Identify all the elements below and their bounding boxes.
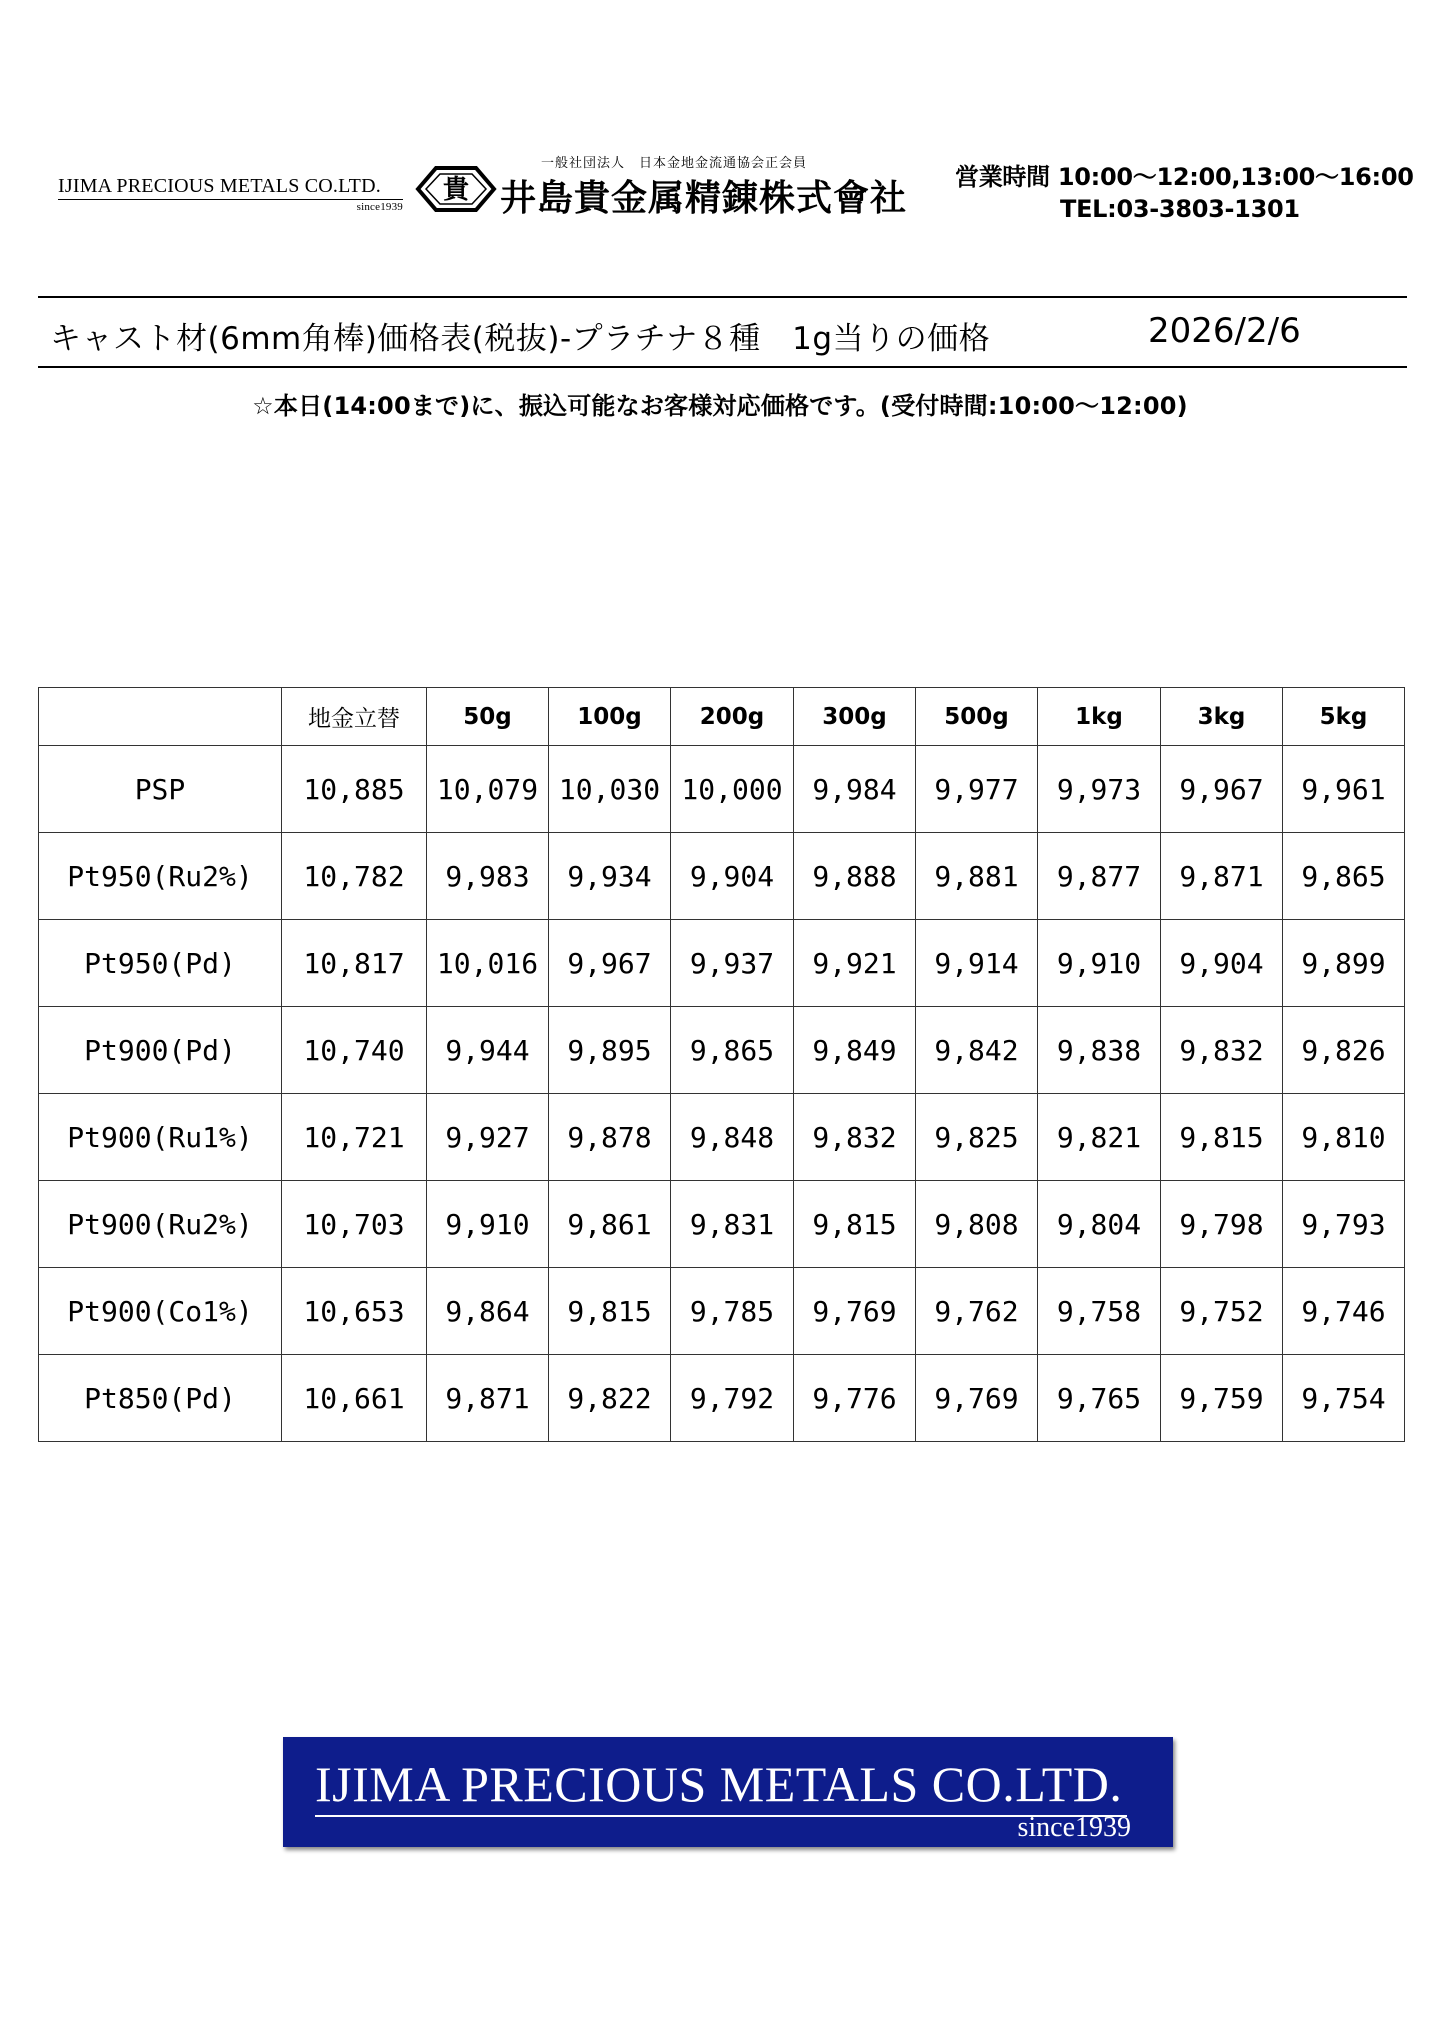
price-cell: 9,793	[1283, 1181, 1405, 1268]
price-cell: 9,776	[794, 1355, 916, 1442]
price-cell: 9,871	[427, 1355, 549, 1442]
divider-bottom	[38, 366, 1407, 368]
price-cell: 9,826	[1283, 1007, 1405, 1094]
price-cell: 9,967	[549, 920, 671, 1007]
alloy-name-cell: Pt950(Ru2%)	[39, 833, 282, 920]
alloy-name-cell: Pt900(Co1%)	[39, 1268, 282, 1355]
table-row	[39, 1007, 1405, 1094]
price-cell: 9,785	[671, 1268, 794, 1355]
price-cell: 9,825	[916, 1094, 1038, 1181]
column-header: 500g	[916, 688, 1038, 746]
price-cell: 9,910	[1038, 920, 1161, 1007]
price-cell: 9,762	[916, 1268, 1038, 1355]
price-cell: 9,888	[794, 833, 916, 920]
price-cell: 10,817	[282, 920, 427, 1007]
divider-top	[38, 296, 1407, 298]
price-cell: 9,899	[1283, 920, 1405, 1007]
price-cell: 10,653	[282, 1268, 427, 1355]
price-cell: 9,881	[916, 833, 1038, 920]
column-header: 1kg	[1038, 688, 1161, 746]
column-header	[39, 688, 282, 746]
notice-text: ☆本日(14:00まで)に、振込可能なお客様対応価格です。(受付時間:10:00～12:00)	[252, 392, 1188, 420]
price-cell: 9,815	[1161, 1094, 1283, 1181]
price-cell: 9,937	[671, 920, 794, 1007]
price-cell: 9,759	[1161, 1355, 1283, 1442]
price-cell: 9,961	[1283, 746, 1405, 833]
footer-brand-name: IJIMA PRECIOUS METALS CO.LTD.	[315, 1756, 1123, 1812]
price-cell: 9,765	[1038, 1355, 1161, 1442]
price-cell: 9,878	[549, 1094, 671, 1181]
price-cell: 9,927	[427, 1094, 549, 1181]
table-row	[39, 833, 1405, 920]
column-header: 地金立替	[282, 688, 427, 746]
table-row	[39, 746, 1405, 833]
price-cell: 9,769	[794, 1268, 916, 1355]
brand-name: IJIMA PRECIOUS METALS CO.LTD.	[58, 175, 403, 200]
price-cell: 9,804	[1038, 1181, 1161, 1268]
alloy-name-cell: Pt850(Pd)	[39, 1355, 282, 1442]
price-cell: 10,079	[427, 746, 549, 833]
alloy-name-cell: Pt950(Pd)	[39, 920, 282, 1007]
price-cell: 9,842	[916, 1007, 1038, 1094]
price-cell: 9,904	[1161, 920, 1283, 1007]
price-cell: 9,865	[671, 1007, 794, 1094]
price-cell: 9,977	[916, 746, 1038, 833]
price-cell: 9,910	[427, 1181, 549, 1268]
price-cell: 9,864	[427, 1268, 549, 1355]
price-cell: 9,914	[916, 920, 1038, 1007]
price-cell: 9,810	[1283, 1094, 1405, 1181]
price-cell: 9,832	[794, 1094, 916, 1181]
table-header-row	[39, 688, 1405, 746]
price-cell: 9,983	[427, 833, 549, 920]
price-cell: 10,661	[282, 1355, 427, 1442]
price-cell: 9,746	[1283, 1268, 1405, 1355]
price-cell: 9,769	[916, 1355, 1038, 1442]
column-header: 200g	[671, 688, 794, 746]
price-cell: 9,838	[1038, 1007, 1161, 1094]
price-cell: 9,877	[1038, 833, 1161, 920]
table-row	[39, 1268, 1405, 1355]
price-cell: 9,865	[1283, 833, 1405, 920]
price-cell: 9,871	[1161, 833, 1283, 920]
price-cell: 9,758	[1038, 1268, 1161, 1355]
column-header: 100g	[549, 688, 671, 746]
table-body	[39, 746, 1405, 1442]
alloy-name-cell: Pt900(Ru2%)	[39, 1181, 282, 1268]
footer-since: since1939	[1017, 1812, 1131, 1843]
company-name-jp: 井島貴金属精錬株式會社	[500, 177, 908, 219]
price-cell: 9,815	[549, 1268, 671, 1355]
price-cell: 9,815	[794, 1181, 916, 1268]
price-cell: 10,016	[427, 920, 549, 1007]
telephone: TEL:03-3803-1301	[1060, 195, 1300, 223]
brand-logo-text	[58, 175, 403, 213]
document-date: 2026/2/6	[1148, 311, 1301, 351]
company-emblem-icon	[414, 164, 498, 214]
price-cell: 9,967	[1161, 746, 1283, 833]
alloy-name-cell: Pt900(Ru1%)	[39, 1094, 282, 1181]
column-header: 50g	[427, 688, 549, 746]
association-text: 一般社団法人 日本金地金流通協会正会員	[541, 156, 808, 171]
price-cell: 9,934	[549, 833, 671, 920]
price-cell: 9,984	[794, 746, 916, 833]
price-table	[38, 687, 1405, 1442]
price-cell: 9,821	[1038, 1094, 1161, 1181]
price-cell: 10,030	[549, 746, 671, 833]
price-cell: 9,798	[1161, 1181, 1283, 1268]
price-cell: 9,895	[549, 1007, 671, 1094]
price-cell: 10,703	[282, 1181, 427, 1268]
price-cell: 9,848	[671, 1094, 794, 1181]
alloy-name-cell: Pt900(Pd)	[39, 1007, 282, 1094]
price-cell: 9,792	[671, 1355, 794, 1442]
price-cell: 9,921	[794, 920, 916, 1007]
price-cell: 9,904	[671, 833, 794, 920]
footer-banner	[283, 1737, 1173, 1847]
footer-underline	[315, 1815, 1127, 1817]
price-cell: 10,721	[282, 1094, 427, 1181]
column-header: 5kg	[1283, 688, 1405, 746]
price-cell: 9,808	[916, 1181, 1038, 1268]
business-hours: 営業時間 10:00～12:00,13:00～16:00	[955, 163, 1414, 191]
brand-since: since1939	[356, 201, 403, 213]
price-cell: 9,754	[1283, 1355, 1405, 1442]
table-row	[39, 1181, 1405, 1268]
price-cell: 9,822	[549, 1355, 671, 1442]
table-row	[39, 1094, 1405, 1181]
price-cell: 10,000	[671, 746, 794, 833]
price-cell: 9,944	[427, 1007, 549, 1094]
page-title: キャスト材(6mm角棒)価格表(税抜)-プラチナ８種 1g当りの価格	[50, 321, 991, 357]
column-header: 3kg	[1161, 688, 1283, 746]
price-cell: 10,740	[282, 1007, 427, 1094]
price-cell: 9,831	[671, 1181, 794, 1268]
emblem-char: 貴	[442, 175, 470, 205]
price-cell: 9,849	[794, 1007, 916, 1094]
price-cell: 9,861	[549, 1181, 671, 1268]
price-cell: 9,752	[1161, 1268, 1283, 1355]
price-cell: 10,782	[282, 833, 427, 920]
column-header: 300g	[794, 688, 916, 746]
price-cell: 9,973	[1038, 746, 1161, 833]
alloy-name-cell: PSP	[39, 746, 282, 833]
table-row	[39, 920, 1405, 1007]
price-cell: 9,832	[1161, 1007, 1283, 1094]
table-row	[39, 1355, 1405, 1442]
price-cell: 10,885	[282, 746, 427, 833]
